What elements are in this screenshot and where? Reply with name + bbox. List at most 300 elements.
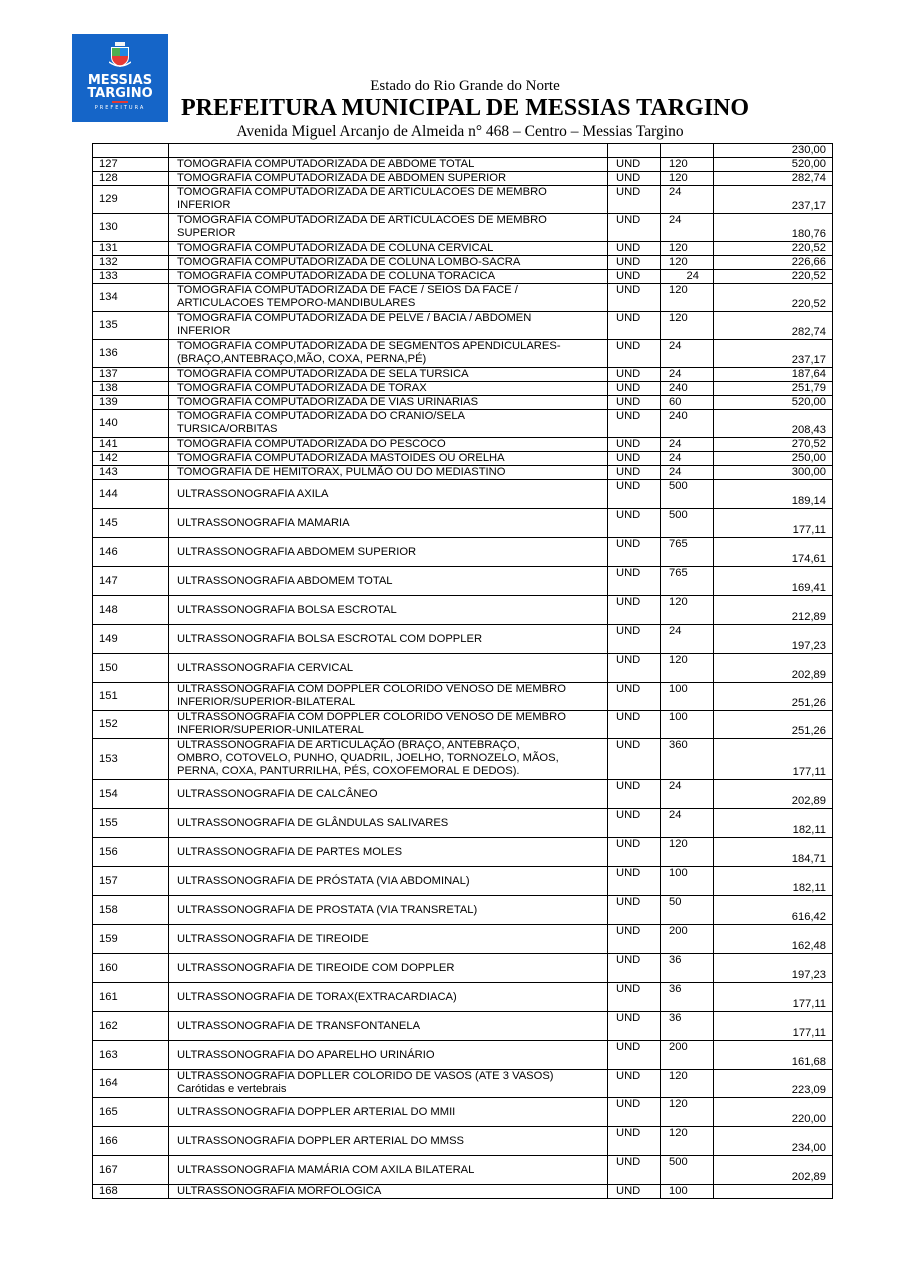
item-number: 152 <box>93 711 169 739</box>
item-description <box>169 1156 608 1185</box>
item-number: 127 <box>93 158 169 172</box>
table-row <box>93 567 833 596</box>
item-unit: UND <box>608 596 661 625</box>
item-description <box>169 1127 608 1156</box>
item-description <box>169 625 608 654</box>
item-price: 212,89 <box>714 596 833 625</box>
table-row <box>93 214 833 242</box>
item-quantity: 200 <box>661 1041 714 1070</box>
table-row <box>93 158 833 172</box>
item-description <box>169 144 608 158</box>
item-description-line: ULTRASSONOGRAFIA DE TIREOIDE <box>177 932 369 945</box>
item-price: 177,11 <box>714 509 833 538</box>
item-price: 300,00 <box>714 466 833 480</box>
item-price: 220,52 <box>714 270 833 284</box>
table-row <box>93 1098 833 1127</box>
item-price: 180,76 <box>714 214 833 242</box>
item-description-line: ULTRASSONOGRAFIA DE TORAX(EXTRACARDIACA) <box>177 990 457 1003</box>
item-description <box>169 172 608 186</box>
item-unit: UND <box>608 172 661 186</box>
item-quantity: 24 <box>661 780 714 809</box>
item-unit: UND <box>608 925 661 954</box>
item-unit: UND <box>608 438 661 452</box>
item-price: 270,52 <box>714 438 833 452</box>
item-quantity: 240 <box>661 382 714 396</box>
item-unit: UND <box>608 625 661 654</box>
table-row <box>93 172 833 186</box>
item-description-line: TOMOGRAFIA COMPUTADORIZADA DE ARTICULACOES DE MEMBRO <box>177 186 547 198</box>
item-quantity: 24 <box>661 186 714 214</box>
item-price: 174,61 <box>714 538 833 567</box>
item-number: 140 <box>93 410 169 438</box>
item-number: 164 <box>93 1070 169 1098</box>
item-number: 156 <box>93 838 169 867</box>
item-quantity: 120 <box>661 1098 714 1127</box>
item-unit: UND <box>608 1098 661 1127</box>
item-description-line: OMBRO, COTOVELO, PUNHO, QUADRIL, JOELHO, TORNOZELO, MÃOS, <box>177 752 559 764</box>
item-number: 137 <box>93 368 169 382</box>
item-description <box>169 711 608 739</box>
item-unit: UND <box>608 256 661 270</box>
item-unit: UND <box>608 368 661 382</box>
table-row <box>93 867 833 896</box>
item-description-line: ULTRASSONOGRAFIA DE CALCÂNEO <box>177 787 378 800</box>
item-number: 163 <box>93 1041 169 1070</box>
item-description <box>169 954 608 983</box>
item-description <box>169 242 608 256</box>
item-description-line: TOMOGRAFIA COMPUTADORIZADA MASTOIDES OU ORELHA <box>177 452 505 464</box>
item-description <box>169 214 608 242</box>
item-description <box>169 809 608 838</box>
item-unit: UND <box>608 538 661 567</box>
item-unit: UND <box>608 466 661 480</box>
logo-line-3: PREFEITURA <box>94 105 146 111</box>
item-price: 182,11 <box>714 867 833 896</box>
item-description-line: TOMOGRAFIA COMPUTADORIZADA DE ABDOME TOTAL <box>177 158 475 170</box>
table-row <box>93 270 833 284</box>
item-description-line: SUPERIOR <box>177 227 236 239</box>
table-row <box>93 1127 833 1156</box>
item-description-line: PERNA, COXA, PANTURRILHA, PÉS, COXOFEMORAL E DEDOS). <box>177 765 520 777</box>
item-description <box>169 158 608 172</box>
logo-line-1: MESSIAS <box>87 73 153 88</box>
item-unit: UND <box>608 567 661 596</box>
item-description-line: TOMOGRAFIA COMPUTADORIZADA DE ABDOMEN SUPERIOR <box>177 172 507 184</box>
table-row <box>93 1070 833 1098</box>
table-row <box>93 368 833 382</box>
item-description-line: TOMOGRAFIA DE HEMITORAX, PULMÃO OU DO MEDIASTINO <box>177 466 506 478</box>
item-quantity: 24 <box>661 214 714 242</box>
item-description-line: TURSICA/ORBITAS <box>177 423 278 435</box>
item-description-line: ULTRASSONOGRAFIA AXILA <box>177 487 329 500</box>
item-description <box>169 480 608 509</box>
item-price: 177,11 <box>714 1012 833 1041</box>
item-number: 138 <box>93 382 169 396</box>
item-description <box>169 654 608 683</box>
item-quantity <box>661 144 714 158</box>
item-unit: UND <box>608 312 661 340</box>
item-price: 220,52 <box>714 284 833 312</box>
item-quantity: 120 <box>661 1070 714 1098</box>
item-price: 208,43 <box>714 410 833 438</box>
item-number: 131 <box>93 242 169 256</box>
item-price: 182,11 <box>714 809 833 838</box>
item-quantity: 120 <box>661 284 714 312</box>
item-number: 134 <box>93 284 169 312</box>
item-number: 155 <box>93 809 169 838</box>
item-description <box>169 368 608 382</box>
item-number: 159 <box>93 925 169 954</box>
item-description-line: INFERIOR/SUPERIOR-UNILATERAL <box>177 724 364 736</box>
prefeitura-logo <box>72 34 168 122</box>
item-price: 189,14 <box>714 480 833 509</box>
item-unit: UND <box>608 452 661 466</box>
item-unit: UND <box>608 809 661 838</box>
item-quantity: 24 <box>661 452 714 466</box>
item-unit: UND <box>608 158 661 172</box>
item-price <box>714 1185 833 1199</box>
item-quantity: 36 <box>661 1012 714 1041</box>
item-description-line: TOMOGRAFIA COMPUTADORIZADA DE VIAS URINARIAS <box>177 396 479 408</box>
item-number: 153 <box>93 739 169 780</box>
item-quantity: 120 <box>661 1127 714 1156</box>
item-description-line: ULTRASSONOGRAFIA MAMÁRIA COM AXILA BILATERAL <box>177 1163 475 1176</box>
item-description-line: ULTRASSONOGRAFIA DOPLLER COLORIDO DE VASOS (ATE 3 VASOS) <box>177 1070 554 1082</box>
item-quantity: 100 <box>661 711 714 739</box>
item-description-line: TOMOGRAFIA COMPUTADORIZADA DE PELVE / BACIA / ABDOMEN <box>177 312 532 324</box>
item-description-line: (BRAÇO,ANTEBRAÇO,MÃO, COXA, PERNA,PÉ) <box>177 353 427 365</box>
item-description-line: TOMOGRAFIA COMPUTADORIZADA DE FACE / SEIOS DA FACE / <box>177 284 518 296</box>
item-number: 146 <box>93 538 169 567</box>
item-quantity: 500 <box>661 509 714 538</box>
table-row <box>93 438 833 452</box>
item-unit: UND <box>608 1070 661 1098</box>
item-price: 220,00 <box>714 1098 833 1127</box>
item-unit: UND <box>608 1127 661 1156</box>
table-row <box>93 284 833 312</box>
item-description <box>169 896 608 925</box>
item-description-line: TOMOGRAFIA COMPUTADORIZADA DE COLUNA LOMBO-SACRA <box>177 256 521 268</box>
item-price: 223,09 <box>714 1070 833 1098</box>
item-price: 616,42 <box>714 896 833 925</box>
table-row <box>93 654 833 683</box>
item-description-line: ULTRASSONOGRAFIA DE PROSTATA (VIA TRANSRETAL) <box>177 903 478 916</box>
table-row <box>93 1041 833 1070</box>
item-description-line: ULTRASSONOGRAFIA DE TIREOIDE COM DOPPLER <box>177 961 455 974</box>
item-description-line: TOMOGRAFIA COMPUTADORIZADA DO CRANIO/SELA <box>177 410 466 422</box>
table-row <box>93 838 833 867</box>
item-price: 177,11 <box>714 983 833 1012</box>
table-row-carryover <box>93 144 833 158</box>
item-description <box>169 1070 608 1098</box>
item-price: 250,00 <box>714 452 833 466</box>
item-unit: UND <box>608 396 661 410</box>
item-description <box>169 596 608 625</box>
table-row <box>93 896 833 925</box>
item-description <box>169 438 608 452</box>
item-price: 520,00 <box>714 396 833 410</box>
item-description <box>169 382 608 396</box>
table-row <box>93 983 833 1012</box>
item-quantity: 24 <box>661 438 714 452</box>
logo-accent-bar <box>112 101 128 103</box>
item-description-line: ULTRASSONOGRAFIA DOPPLER ARTERIAL DO MMSS <box>177 1134 464 1147</box>
item-unit: UND <box>608 382 661 396</box>
item-number: 142 <box>93 452 169 466</box>
item-unit: UND <box>608 739 661 780</box>
item-price: 520,00 <box>714 158 833 172</box>
page-title: PREFEITURA MUNICIPAL DE MESSIAS TARGINO <box>180 95 750 121</box>
item-number: 150 <box>93 654 169 683</box>
item-description <box>169 186 608 214</box>
item-unit: UND <box>608 242 661 256</box>
item-price: 234,00 <box>714 1127 833 1156</box>
item-description <box>169 312 608 340</box>
item-description <box>169 452 608 466</box>
item-price: 169,41 <box>714 567 833 596</box>
item-description-line: TOMOGRAFIA COMPUTADORIZADA DE SELA TURSICA <box>177 368 469 380</box>
item-description <box>169 284 608 312</box>
table-row <box>93 711 833 739</box>
item-number: 154 <box>93 780 169 809</box>
item-number: 136 <box>93 340 169 368</box>
item-description <box>169 567 608 596</box>
item-description-line: ULTRASSONOGRAFIA MAMARIA <box>177 516 350 529</box>
item-number: 158 <box>93 896 169 925</box>
item-number: 161 <box>93 983 169 1012</box>
item-quantity: 120 <box>661 312 714 340</box>
item-description-line: TOMOGRAFIA COMPUTADORIZADA DO PESCOCO <box>177 438 446 450</box>
item-description <box>169 739 608 780</box>
item-description-line: INFERIOR <box>177 325 231 337</box>
item-unit: UND <box>608 270 661 284</box>
item-quantity: 50 <box>661 896 714 925</box>
item-number: 133 <box>93 270 169 284</box>
item-quantity: 120 <box>661 654 714 683</box>
item-unit: UND <box>608 186 661 214</box>
item-unit: UND <box>608 711 661 739</box>
item-description <box>169 466 608 480</box>
item-number: 144 <box>93 480 169 509</box>
item-description-line: TOMOGRAFIA COMPUTADORIZADA DE SEGMENTOS APENDICULARES- <box>177 340 561 352</box>
item-unit: UND <box>608 780 661 809</box>
table-row <box>93 256 833 270</box>
item-quantity: 100 <box>661 683 714 711</box>
item-unit: UND <box>608 1185 661 1199</box>
item-unit: UND <box>608 867 661 896</box>
item-unit: UND <box>608 340 661 368</box>
table-row <box>93 1156 833 1185</box>
table-row <box>93 480 833 509</box>
item-quantity: 240 <box>661 410 714 438</box>
item-number: 157 <box>93 867 169 896</box>
table-row <box>93 925 833 954</box>
item-description <box>169 256 608 270</box>
item-description-line: ULTRASSONOGRAFIA BOLSA ESCROTAL COM DOPPLER <box>177 632 483 645</box>
items-table <box>92 143 833 1199</box>
item-description <box>169 1098 608 1127</box>
item-quantity: 120 <box>661 172 714 186</box>
item-number: 165 <box>93 1098 169 1127</box>
table-row <box>93 954 833 983</box>
item-price: 184,71 <box>714 838 833 867</box>
item-price: 226,66 <box>714 256 833 270</box>
item-quantity: 24 <box>661 809 714 838</box>
item-quantity: 24 <box>661 625 714 654</box>
item-quantity: 765 <box>661 538 714 567</box>
item-unit: UND <box>608 284 661 312</box>
table-row <box>93 340 833 368</box>
item-quantity: 200 <box>661 925 714 954</box>
item-price: 251,26 <box>714 683 833 711</box>
item-unit: UND <box>608 1012 661 1041</box>
item-unit: UND <box>608 838 661 867</box>
item-unit: UND <box>608 954 661 983</box>
item-quantity: 120 <box>661 256 714 270</box>
item-description-line: ULTRASSONOGRAFIA DE ARTICULAÇÃO (BRAÇO, ANTEBRAÇO, <box>177 739 520 751</box>
item-description-line: ULTRASSONOGRAFIA ABDOMEM TOTAL <box>177 574 393 587</box>
item-description <box>169 925 608 954</box>
item-description-line: ULTRASSONOGRAFIA COM DOPPLER COLORIDO VENOSO DE MEMBRO <box>177 683 566 695</box>
table-row <box>93 739 833 780</box>
item-description <box>169 538 608 567</box>
table-row <box>93 242 833 256</box>
item-number: 139 <box>93 396 169 410</box>
item-description-line: ULTRASSONOGRAFIA ABDOMEM SUPERIOR <box>177 545 417 558</box>
item-description-line: INFERIOR <box>177 199 231 211</box>
item-description-line: TOMOGRAFIA COMPUTADORIZADA DE ARTICULACOES DE MEMBRO <box>177 214 547 226</box>
item-number: 141 <box>93 438 169 452</box>
item-number: 147 <box>93 567 169 596</box>
item-unit: UND <box>608 896 661 925</box>
item-description <box>169 683 608 711</box>
table-row <box>93 186 833 214</box>
table-row <box>93 466 833 480</box>
item-description-line: ULTRASSONOGRAFIA DE TRANSFONTANELA <box>177 1019 421 1032</box>
item-quantity: 24 <box>661 270 714 284</box>
item-quantity: 36 <box>661 983 714 1012</box>
item-number: 143 <box>93 466 169 480</box>
address: Avenida Miguel Arcanjo de Almeida n° 468 – Centro – Messias Targino <box>236 123 684 140</box>
item-quantity: 100 <box>661 867 714 896</box>
item-description <box>169 867 608 896</box>
item-quantity: 120 <box>661 596 714 625</box>
item-number: 132 <box>93 256 169 270</box>
item-quantity: 100 <box>661 1185 714 1199</box>
item-number: 162 <box>93 1012 169 1041</box>
item-number: 135 <box>93 312 169 340</box>
item-unit: UND <box>608 214 661 242</box>
table-row <box>93 809 833 838</box>
item-unit: UND <box>608 1156 661 1185</box>
item-unit: UND <box>608 509 661 538</box>
coat-of-arms-icon <box>109 42 131 68</box>
item-number <box>93 144 169 158</box>
item-unit: UND <box>608 1041 661 1070</box>
table-row <box>93 780 833 809</box>
item-price: 230,00 <box>714 144 833 158</box>
item-description <box>169 1012 608 1041</box>
table-row <box>93 538 833 567</box>
item-unit: UND <box>608 480 661 509</box>
item-price: 282,74 <box>714 172 833 186</box>
table-row <box>93 1012 833 1041</box>
item-price: 197,23 <box>714 625 833 654</box>
item-description <box>169 780 608 809</box>
table-row <box>93 410 833 438</box>
item-description-line: ULTRASSONOGRAFIA DO APARELHO URINÁRIO <box>177 1048 435 1061</box>
item-description-line: ULTRASSONOGRAFIA CERVICAL <box>177 661 354 674</box>
item-quantity: 60 <box>661 396 714 410</box>
item-description <box>169 1041 608 1070</box>
item-description-line: ULTRASSONOGRAFIA BOLSA ESCROTAL <box>177 603 397 616</box>
item-number: 167 <box>93 1156 169 1185</box>
item-description-line: INFERIOR/SUPERIOR-BILATERAL <box>177 696 356 708</box>
item-description <box>169 396 608 410</box>
item-price: 202,89 <box>714 654 833 683</box>
item-description-line: Carótidas e vertebrais <box>177 1083 287 1095</box>
table-row <box>93 382 833 396</box>
logo-line-2: TARGINO <box>87 86 153 101</box>
table-row <box>93 596 833 625</box>
item-description-line: TOMOGRAFIA COMPUTADORIZADA DE COLUNA CERVICAL <box>177 242 494 254</box>
item-description <box>169 270 608 284</box>
item-unit: UND <box>608 983 661 1012</box>
item-quantity: 120 <box>661 242 714 256</box>
item-description <box>169 340 608 368</box>
item-unit: UND <box>608 654 661 683</box>
item-description-line: ULTRASSONOGRAFIA DE PRÓSTATA (VIA ABDOMINAL) <box>177 874 470 887</box>
table-row <box>93 509 833 538</box>
table-row <box>93 396 833 410</box>
item-price: 197,23 <box>714 954 833 983</box>
item-description-line: TOMOGRAFIA COMPUTADORIZADA DE TORAX <box>177 382 427 394</box>
item-price: 187,64 <box>714 368 833 382</box>
item-description-line: ULTRASSONOGRAFIA DE GLÂNDULAS SALIVARES <box>177 816 449 829</box>
item-description <box>169 410 608 438</box>
item-description <box>169 1185 608 1199</box>
item-description-line: ULTRASSONOGRAFIA DE PARTES MOLES <box>177 845 403 858</box>
table-row <box>93 1185 833 1199</box>
item-quantity: 36 <box>661 954 714 983</box>
item-description <box>169 838 608 867</box>
item-number: 145 <box>93 509 169 538</box>
item-quantity: 24 <box>661 466 714 480</box>
item-description <box>169 509 608 538</box>
item-number: 168 <box>93 1185 169 1199</box>
item-description-line: ULTRASSONOGRAFIA MORFOLOGICA <box>177 1185 382 1197</box>
item-price: 237,17 <box>714 186 833 214</box>
item-quantity: 360 <box>661 739 714 780</box>
table-row <box>93 312 833 340</box>
item-price: 220,52 <box>714 242 833 256</box>
item-price: 282,74 <box>714 312 833 340</box>
item-number: 128 <box>93 172 169 186</box>
item-price: 251,79 <box>714 382 833 396</box>
item-unit <box>608 144 661 158</box>
item-unit: UND <box>608 410 661 438</box>
item-price: 162,48 <box>714 925 833 954</box>
item-description-line: ULTRASSONOGRAFIA DOPPLER ARTERIAL DO MMII <box>177 1105 456 1118</box>
item-quantity: 500 <box>661 1156 714 1185</box>
item-quantity: 24 <box>661 368 714 382</box>
item-quantity: 500 <box>661 480 714 509</box>
item-price: 251,26 <box>714 711 833 739</box>
item-price: 202,89 <box>714 780 833 809</box>
item-quantity: 120 <box>661 838 714 867</box>
item-price: 177,11 <box>714 739 833 780</box>
item-unit: UND <box>608 683 661 711</box>
